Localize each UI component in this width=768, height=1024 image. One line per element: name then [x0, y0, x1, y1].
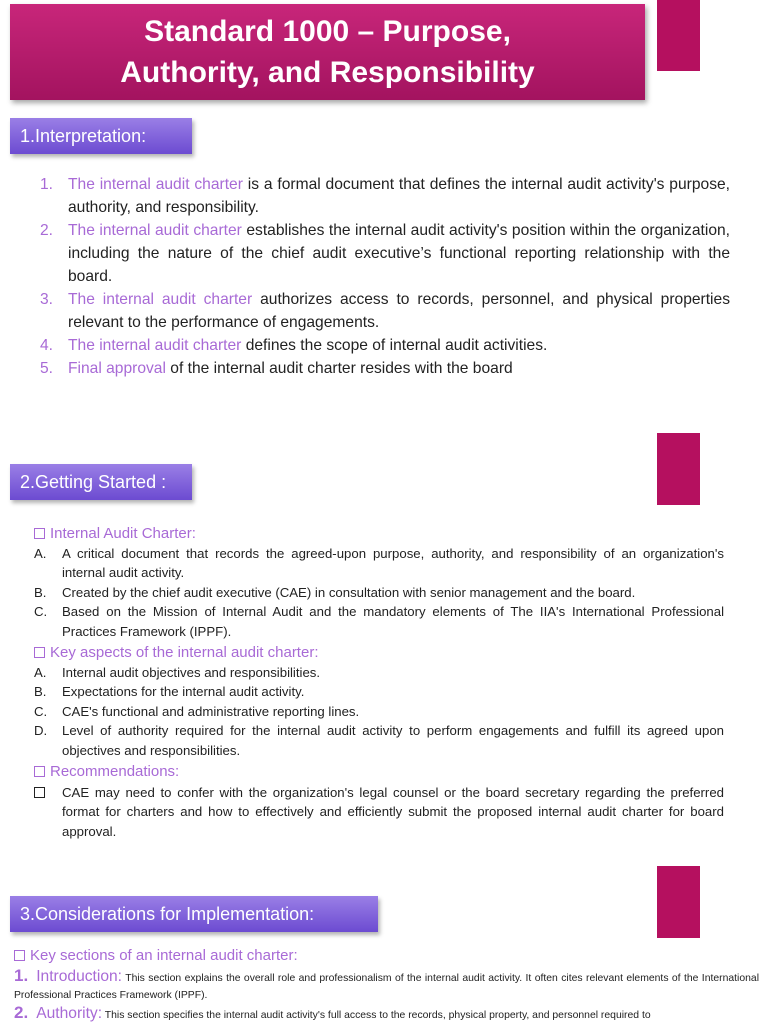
title-banner	[10, 4, 645, 100]
list-item: 1. The internal audit charter is a formal document that defines the internal audit activity's purpose, authority, and responsibility.	[40, 176, 730, 216]
title-line-2: Authority, and Responsibility	[120, 56, 535, 89]
list-item: C. CAE's functional and administrative reporting lines.	[34, 703, 360, 719]
list-item: 5. Final approval of the internal audit charter resides with the board	[40, 360, 513, 377]
checkbox-bullet-icon	[34, 528, 45, 539]
list-item: B. Created by the chief audit executive (CAE) in consultation with senior management and the board.	[34, 584, 636, 600]
list-item: B. Expectations for the internal audit activity.	[34, 684, 305, 700]
checkbox-bullet-icon	[34, 787, 45, 798]
list-item: 2. Authority: This section specifies the internal audit activity's full access to the records, physical property, and personnel required to	[14, 1003, 651, 1022]
charter-list	[34, 544, 724, 641]
list-item: D. Level of authority required for the internal audit activity to perform engagements and fulfill its agreed upon objectives and responsibilities.	[34, 723, 724, 758]
section-header-interpretation: 1.Interpretation:	[10, 118, 192, 154]
decorative-block	[657, 866, 700, 938]
list-item: A. A critical document that records the agreed-upon purpose, authority, and responsibility of an organization's internal audit activity.	[34, 546, 724, 581]
list-item: CAE may need to confer with the organization's legal counsel or the board secretary regarding the preferred format for charters and how to effectively and efficiently submit the proposed internal audit charter for board approval.	[34, 783, 724, 841]
section-header-considerations: 3.Considerations for Implementation:	[10, 896, 378, 932]
section-header-getting-started: 2.Getting Started :	[10, 464, 192, 500]
subheading-charter: Internal Audit Charter:	[34, 524, 196, 544]
recommendations-list	[34, 783, 724, 841]
list-item: C. Based on the Mission of Internal Audit and the mandatory elements of The IIA's International Professional Practices Framework (IPPF).	[34, 604, 724, 639]
list-item: 1. Introduction: This section explains the overall role and professionalism of the internal audit activity. It often cites relevant elements of the International Professional Practices Framework (IPPF).	[14, 966, 759, 1001]
subheading-key-aspects: Key aspects of the internal audit charter:	[34, 643, 318, 663]
checkbox-bullet-icon	[34, 647, 45, 658]
checkbox-bullet-icon	[14, 950, 25, 961]
checkbox-bullet-icon	[34, 766, 45, 777]
subheading-key-sections: Key sections of an internal audit charter:	[14, 946, 298, 966]
decorative-block	[657, 433, 700, 505]
interpretation-list	[40, 173, 730, 380]
title-line-1: Standard 1000 – Purpose,	[144, 15, 511, 48]
list-item: 3. The internal audit charter authorizes access to records, personnel, and physical properties relevant to the performance of engagements.	[40, 291, 730, 331]
decorative-block	[657, 0, 700, 71]
list-item: A. Internal audit objectives and responsibilities.	[34, 665, 321, 680]
key-sections-list	[14, 967, 759, 1024]
aspects-list	[34, 663, 724, 760]
subheading-recommendations: Recommendations:	[34, 762, 179, 782]
list-item: 4. The internal audit charter defines the scope of internal audit activities.	[40, 337, 548, 354]
list-item: 2. The internal audit charter establishes the internal audit activity's position within the organization, including the nature of the chief audit executive’s functional reporting relationship with the board.	[40, 222, 730, 285]
